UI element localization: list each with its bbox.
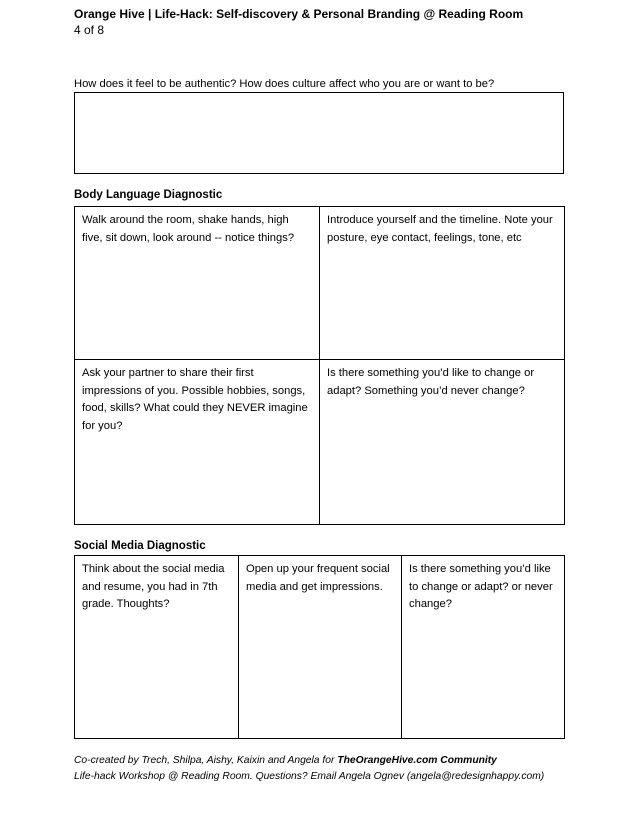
authenticity-question: How does it feel to be authentic? How does culture affect who you are or want to be? [74, 78, 495, 90]
body-language-cell-change[interactable]: Is there something you’d like to change or adapt? Something you’d never change? [320, 360, 565, 525]
document-title: Orange Hive | Life-Hack: Self-discovery & Personal Branding @ Reading Room [74, 7, 524, 21]
social-media-cell-impressions[interactable]: Open up your frequent social media and get impressions. [239, 556, 402, 739]
body-language-cell-walk-around[interactable]: Walk around the room, shake hands, high five, sit down, look around -- notice things? [75, 207, 320, 360]
authenticity-answer-box[interactable] [74, 92, 564, 174]
page-number: 4 of 8 [74, 23, 105, 37]
footer-credits [74, 755, 497, 766]
social-media-cell-change[interactable]: Is there something you’d like to change or adapt? or never change? [402, 556, 565, 739]
footer-credits-prefix: Co-created by Trech, Shilpa, Aishy, Kaixin and Angela for [74, 755, 338, 766]
footer-contact: Life-hack Workshop @ Reading Room. Questions? Email Angela Ognev (angela@redesignhappy.com) [74, 771, 545, 782]
social-media-grid [74, 555, 565, 739]
body-language-cell-introduce[interactable]: Introduce yourself and the timeline. Note your posture, eye contact, feelings, tone, etc [320, 207, 565, 360]
body-language-cell-impressions[interactable]: Ask your partner to share their first impressions of you. Possible hobbies, songs, food, skills? What could they NEVER imagine for you? [75, 360, 320, 525]
body-language-heading: Body Language Diagnostic [74, 189, 223, 201]
body-language-grid [74, 206, 565, 525]
social-media-cell-7th-grade[interactable]: Think about the social media and resume, you had in 7th grade. Thoughts? [75, 556, 239, 739]
footer-community-link[interactable]: TheOrangeHive.com Community [337, 755, 497, 766]
social-media-heading: Social Media Diagnostic [74, 540, 206, 552]
